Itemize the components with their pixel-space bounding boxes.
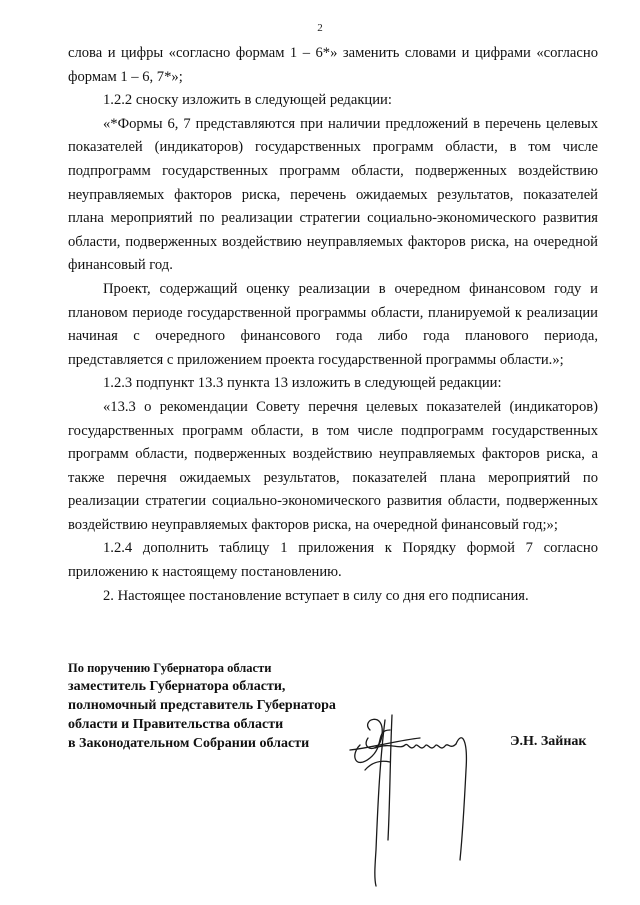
- signer-title-line: в Законодательном Собрании области: [68, 736, 310, 751]
- signer-title-line: полномочный представитель Губернатора: [68, 698, 336, 713]
- paragraph-effective-date: 2. Настоящее постановление вступает в силу со дня его подписания.: [103, 587, 529, 604]
- paragraph-13-3-text: «13.3 о рекомендации Совету перечня целевых показателей (индикаторов) государственных программ области, в том числе подпрограмм государственных программ области, подверженных воздействию неуправляемых факторов риска, а также перечня ожидаемых результатов, показателей плана мероприятий по реализации стратегии социально-экономического развития области, подверженных воздействию неуправляемых факторов риска, на очередной финансовый год;»;: [68, 398, 598, 533]
- page-number: 2: [317, 22, 323, 34]
- paragraph-1-2-2: 1.2.2 сноску изложить в следующей редакции:: [103, 92, 392, 109]
- signer-title-line: области и Правительства области: [68, 717, 284, 732]
- on-behalf-line: По поручению Губернатора области: [68, 661, 272, 675]
- paragraph-project-text: Проект, содержащий оценку реализации в очередном финансовом году и плановом периоде государственной программы области, планируемой к реализации начиная с очередного финансового года либо года планового периода, представляется с приложением проекта государственной программы области.»;: [68, 280, 598, 368]
- paragraph-continuation: слова и цифры «согласно формам 1 – 6*» заменить словами и цифрами «согласно формам 1 – 6, 7*»;: [68, 45, 598, 85]
- paragraph-1-2-3: 1.2.3 подпункт 13.3 пункта 13 изложить в следующей редакции:: [103, 375, 502, 392]
- signer-name: Э.Н. Зайнак: [510, 734, 587, 749]
- handwritten-signature: [330, 700, 480, 890]
- paragraph-footnote-text: «*Формы 6, 7 представляются при наличии предложений в перечень целевых показателей (индикаторов) государственных программ области, в том числе подпрограмм государственных программ области, подверженных воздействию неуправляемых факторов риска, перечень ожидаемых результатов, показателей плана мероприятий по реализации стратегии социально-экономического развития области, подверженных воздействию неуправляемых факторов риска, на очередной финансовый год.: [68, 115, 598, 274]
- document-body: [68, 42, 598, 608]
- signer-title-line: заместитель Губернатора области,: [68, 679, 286, 694]
- signature-block: [68, 660, 368, 753]
- paragraph-1-2-4: 1.2.4 дополнить таблицу 1 приложения к Порядку формой 7 согласно приложению к настоящему постановлению.: [68, 540, 598, 581]
